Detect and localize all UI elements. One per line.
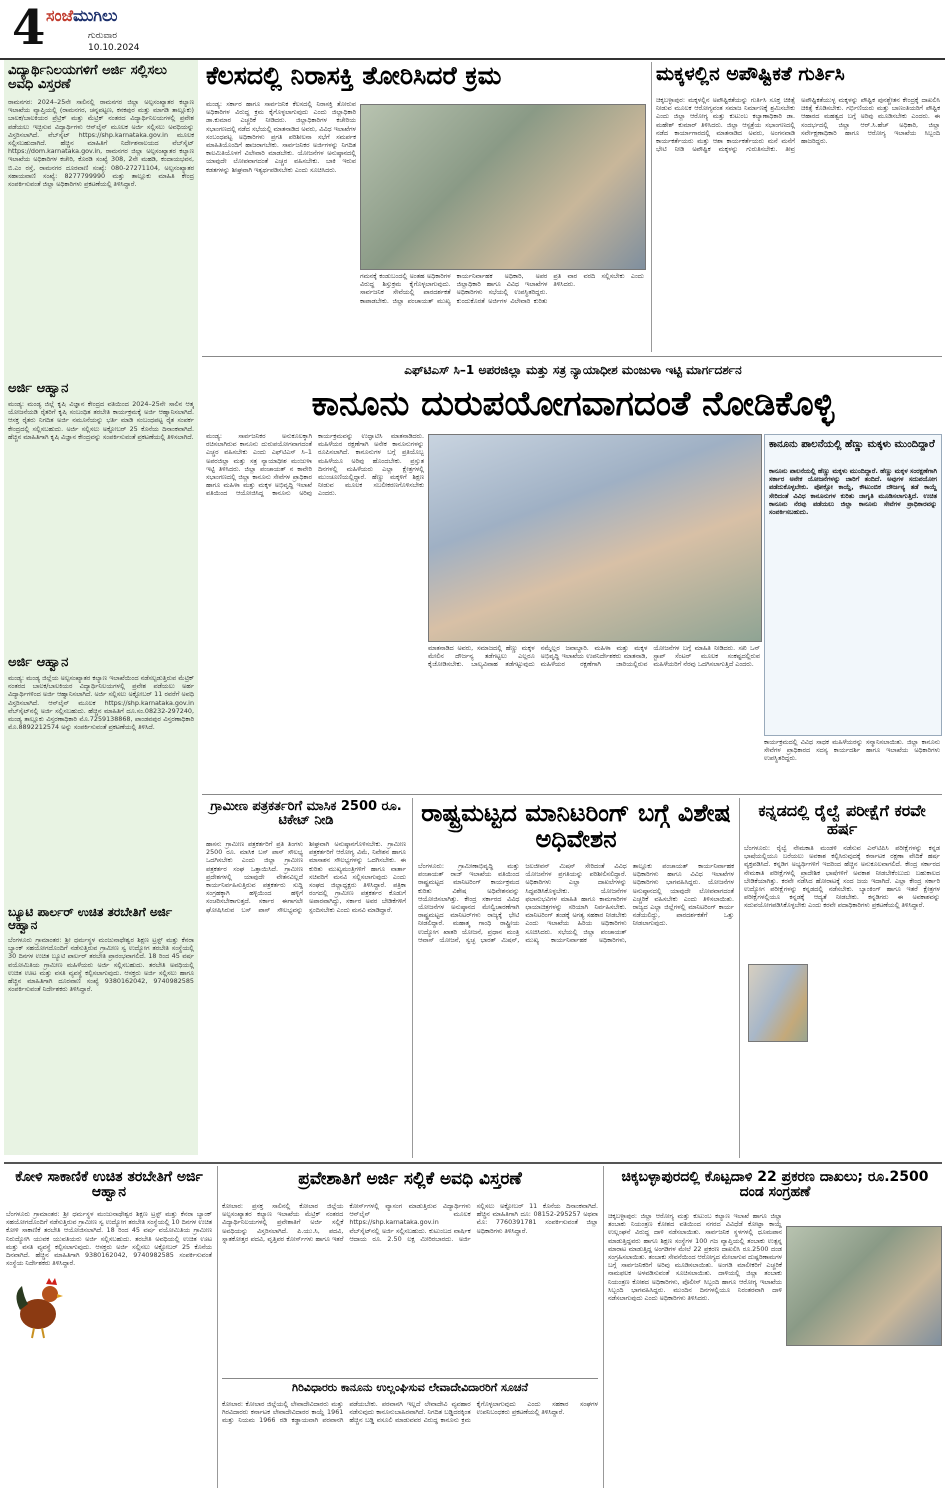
section-rule bbox=[4, 1162, 942, 1164]
page-number: 4 bbox=[12, 0, 46, 56]
headline-admission-extension: ಪ್ರವೇಶಾತಿಗೆ ಅರ್ಜಿ ಸಲ್ಲಿಕೆ ಅವಧಿ ವಿಸ್ತರಣೆ bbox=[298, 1169, 522, 1189]
headline-moneylenders-notice: ಗಿರಿವಿಧಾರರು ಕಾನೂನು ಉಲ್ಲಂಘಿಸುವ ಲೇವಾದೇವಿದಾರರಿಗೆ ಸೂಚನೆ bbox=[292, 1381, 528, 1394]
headline-railway-kannada: ಕನ್ನಡದಲ್ಲಿ ರೈಲ್ವೆ ಪರೀಕ್ಷೆಗೆ ಕರವೇ ಹರ್ಷ bbox=[758, 801, 926, 838]
kicker-fts-judge: ಎಫ್‌ಟಿಎಸ್ ಸಿ–1 ಅಪರಜಿಲ್ಲಾ ಮತ್ತು ಸತ್ರ ನ್ಯಾಯಾಧೀಶ ಮಂಜುಳಾ ಇಟ್ಟಿ ಮಾರ್ಗದರ್ಶನ bbox=[404, 363, 742, 377]
rooster-photo bbox=[10, 1270, 64, 1340]
sidebar-notices bbox=[4, 60, 198, 1155]
sidebar-body-1: ರಾಮನಗರ: 2024–25ನೇ ಸಾಲಿನಲ್ಲಿ ರಾಮನಗರ ಜಿಲ್ಲಾ ಅಲ್ಪಸಂಖ್ಯಾತರ ಕಲ್ಯಾಣ ಇಲಾಖೆಯ ವ್ಯಾಪ್ತಿಯಲ್ಲಿ (ರಾಮನಗರ, ಚನ್ನಪಟ್ಟಣ, ಕನಕಪುರ ಮತ್ತು ಮಾಗಡಿ ತಾಲ್ಲೂಕು) ಬಾಲಕ/ಬಾಲಕಿಯರ ಪ್ರೆಟ್ರಿಕ್ ಮತ್ತು ಮೆಟ್ರಿಕ್ ನಂತರದ ವಿದ್ಯಾರ್ಥಿನಿಲಯಗಳಲ್ಲಿ ಪ್ರವೇಶ ಪಡೆಯಲು ಇಚ್ಛಿಸುವ ವಿದ್ಯಾರ್ಥಿಗಳು ಆನ್‌ಲೈನ್ ಮೂಲಕ ಅರ್ಜಿ ಸಲ್ಲಿಸಲು ಅವಧಿಯನ್ನು ವಿಸ್ತರಿಸಲಾಗಿದೆ. ವೆಬ್‌ಸೈಟ್ https://shp.karnataka.gov.in ಮೂಲಕ ಸಲ್ಲಿಸಬಹುದಾಗಿದೆ. ಹೆಚ್ಚಿನ ಮಾಹಿತಿಗೆ ನಿರ್ದೇಶನಾಲಯದ ವೆಬ್‌ಸೈಟ್ https://dom.karnataka.gov.in, ರಾಮನಗರ ಜಿಲ್ಲಾ ಅಲ್ಪಸಂಖ್ಯಾತರ ಕಲ್ಯಾಣ ಇಲಾಖೆಯ ಅಧಿಕಾರಿಗಳ ಕಚೇರಿ, ಕೊಠಡಿ ಸಂಖ್ಯೆ 308, 2ನೇ ಮಹಡಿ, ಕಂದಾಯಭವನ, ಬಿ.ಎಂ ರಸ್ತೆ, ರಾಮನಗರ ದೂರವಾಣಿ ಸಂಖ್ಯೆ: 080-27271104, ಅಲ್ಪಸಂಖ್ಯಾತರ ಸಹಾಯವಾಣಿ ಸಂಖ್ಯೆ: 8277799990 ಮತ್ತು ತಾಲ್ಲೂಕು ಮಾಹಿತಿ ಕೇಂದ್ರ ಸಂಪರ್ಕಿಸುವಂತೆ ಜಿಲ್ಲಾ ಅಧಿಕಾರಿಗಳು ಪ್ರಕಟಣೆಯಲ್ಲಿ ತಿಳಿಸಿದ್ದಾರೆ. bbox=[8, 98, 194, 189]
column-rule bbox=[651, 62, 652, 352]
dateline bbox=[88, 30, 140, 54]
column-rule bbox=[412, 798, 413, 1158]
section-rule bbox=[202, 794, 942, 795]
section-rule bbox=[222, 1378, 598, 1379]
sidebar-headline-2: ಅರ್ಜಿ ಆಹ್ವಾನ bbox=[8, 381, 69, 396]
sidebar-headline-1: ವಿದ್ಯಾರ್ಥಿನಿಲಯಗಳಿಗೆ ಅರ್ಜಿ ಸಲ್ಲಿಸಲು ಅವಧಿ ವಿಸ್ತರಣೆ bbox=[8, 63, 167, 93]
article-poultry-training: ಬೆಂಗಳೂರು ಗ್ರಾಮಾಂತರ: ಶ್ರೀ ಧರ್ಮಸ್ಥಳ ಮಂಜುನಾಥೇಶ್ವರ ಶಿಕ್ಷಣ ಟ್ರಸ್ಟ್ ಮತ್ತು ಕೆನರಾ ಬ್ಯಾಂಕ್ ಸಹಯೋಗದೊಂದಿಗೆ ನಡೆಸುತ್ತಿರುವ ಗ್ರಾಮೀಣ ಸ್ವ ಉದ್ಯೋಗ ತರಬೇತಿ ಸಂಸ್ಥೆಯಲ್ಲಿ 10 ದಿನಗಳ ಉಚಿತ ಕೋಳಿ ಸಾಕಾಣಿಕೆ ತರಬೇತಿ ಆಯೋಜಿಸಲಾಗಿದೆ. 18 ರಿಂದ 45 ವರ್ಷ ವಯೋಮಿತಿಯ ಗ್ರಾಮೀಣ ನಿರುದ್ಯೋಗಿ ಯುವಕ ಯುವತಿಯರು ಅರ್ಜಿ ಸಲ್ಲಿಸಬಹುದು. ತರಬೇತಿ ಅವಧಿಯಲ್ಲಿ ಉಚಿತ ಊಟ ಮತ್ತು ವಸತಿ ವ್ಯವಸ್ಥೆ ಕಲ್ಪಿಸಲಾಗುವುದು. ಆಸಕ್ತರು ಅರ್ಜಿ ಸಲ್ಲಿಸಲು ಅಕ್ಟೋಬರ್ 25 ಕೊನೆಯ ದಿನವಾಗಿದೆ. ಹೆಚ್ಚಿನ ಮಾಹಿತಿಗಾಗಿ 9380162042, 9740982585 ಸಂಪರ್ಕಿಸುವಂತೆ ಸಂಸ್ಥೆಯ ನಿರ್ದೇಶಕರು ತಿಳಿಸಿದ್ದಾರೆ. bbox=[6, 1210, 212, 1268]
article-national-monitoring: ಬೆಂಗಳೂರು: ಗ್ರಾಮೀಣಾಭಿವೃದ್ಧಿ ಮತ್ತು ಪಂಚಾಯತ್ ರಾಜ್ ಇಲಾಖೆಯ ವತಿಯಿಂದ ರಾಷ್ಟ್ರಮಟ್ಟದ ಮಾನಿಟರಿಂಗ್ ಕಾರ್ಯಕ್ರಮದ ಕುರಿತು ವಿಶೇಷ ಅಧಿವೇಶನವನ್ನು ಆಯೋಜಿಸಲಾಗಿತ್ತು. ಕೇಂದ್ರ ಸರ್ಕಾರದ ವಿವಿಧ ಯೋಜನೆಗಳ ಅನುಷ್ಠಾನದ ಮೇಲ್ವಿಚಾರಣೆಗಾಗಿ ರಾಷ್ಟ್ರಮಟ್ಟದ ಮಾನಿಟರ್‌ಗಳು ರಾಜ್ಯಕ್ಕೆ ಭೇಟಿ ನೀಡಲಿದ್ದಾರೆ. ಮಹಾತ್ಮ ಗಾಂಧಿ ರಾಷ್ಟ್ರೀಯ ಉದ್ಯೋಗ ಖಾತರಿ ಯೋಜನೆ, ಪ್ರಧಾನ ಮಂತ್ರಿ ಆವಾಸ್ ಯೋಜನೆ, ಸ್ವಚ್ಛ ಭಾರತ್ ಮಿಷನ್, ಜಲಜೀವನ್ ಮಿಷನ್ ಸೇರಿದಂತೆ ವಿವಿಧ ಯೋಜನೆಗಳ ಪ್ರಗತಿಯನ್ನು ಪರಿಶೀಲಿಸಲಿದ್ದಾರೆ. ಅಧಿಕಾರಿಗಳು ಎಲ್ಲಾ ದಾಖಲೆಗಳನ್ನು ಸಿದ್ಧಪಡಿಸಿಕೊಳ್ಳಬೇಕು. ಯೋಜನೆಗಳ ಫಲಾನುಭವಿಗಳ ಮಾಹಿತಿ ಹಾಗೂ ಕಾಮಗಾರಿಗಳ ಛಾಯಾಚಿತ್ರಗಳನ್ನು ಸರಿಯಾಗಿ ನಿರ್ವಹಿಸಬೇಕು. ಮಾನಿಟರಿಂಗ್ ತಂಡಕ್ಕೆ ಅಗತ್ಯ ಸಹಕಾರ ನೀಡಬೇಕು ಎಂದು ಇಲಾಖೆಯ ಹಿರಿಯ ಅಧಿಕಾರಿಗಳು ಸೂಚಿಸಿದರು. ಸಭೆಯಲ್ಲಿ ಜಿಲ್ಲಾ ಪಂಚಾಯತ್ ಮುಖ್ಯ ಕಾರ್ಯನಿರ್ವಾಹಕ ಅಧಿಕಾರಿಗಳು, ತಾಲ್ಲೂಕು ಪಂಚಾಯತ್ ಕಾರ್ಯನಿರ್ವಾಹಕ ಅಧಿಕಾರಿಗಳು ಹಾಗೂ ವಿವಿಧ ಇಲಾಖೆಗಳ ಅಧಿಕಾರಿಗಳು ಭಾಗವಹಿಸಿದ್ದರು. ಯೋಜನೆಗಳ ಅನುಷ್ಠಾನದಲ್ಲಿ ಯಾವುದೇ ಲೋಪವಾಗದಂತೆ ಎಚ್ಚರಿಕೆ ವಹಿಸಬೇಕು ಎಂದು ತಿಳಿಸಲಾಯಿತು. ರಾಜ್ಯದ ಎಲ್ಲಾ ಜಿಲ್ಲೆಗಳಲ್ಲಿ ಮಾನಿಟರಿಂಗ್ ಕಾರ್ಯ ನಡೆಯಲಿದ್ದು, ಪಾರದರ್ಶಕತೆಗೆ ಒತ್ತು ನೀಡಲಾಗುವುದು. bbox=[418, 862, 734, 944]
article-law-misuse-right: ಕಾರ್ಯಕ್ರಮದಲ್ಲಿ ವಿವಿಧ ಸಾಧಕ ಮಹಿಳೆಯರನ್ನು ಸನ್ಮಾನಿಸಲಾಯಿತು. ಜಿಲ್ಲಾ ಕಾನೂನು ಸೇವೆಗಳ ಪ್ರಾಧಿಕಾರದ ಸದಸ್ಯ ಕಾರ್ಯದರ್ಶಿ ಹಾಗೂ ಇಲಾಖೆಯ ಅಧಿಕಾರಿಗಳು ಉಪಸ್ಥಿತರಿದ್ದರು. bbox=[764, 738, 940, 763]
sidebar-body-4: ಬೆಂಗಳೂರು ಗ್ರಾಮಾಂತರ: ಶ್ರೀ ಧರ್ಮಸ್ಥಳ ಮಂಜುನಾಥೇಶ್ವರ ಶಿಕ್ಷಣ ಟ್ರಸ್ಟ್ ಮತ್ತು ಕೆನರಾ ಬ್ಯಾಂಕ್ ಸಹಯೋಗದೊಂದಿಗೆ ನಡೆಸುತ್ತಿರುವ ಗ್ರಾಮೀಣ ಸ್ವ ಉದ್ಯೋಗ ತರಬೇತಿ ಸಂಸ್ಥೆಯಲ್ಲಿ 30 ದಿನಗಳ ಉಚಿತ ಬ್ಯೂಟಿ ಪಾರ್ಲರ್ ತರಬೇತಿ ಪ್ರಾರಂಭವಾಗಲಿದೆ. 18 ರಿಂದ 45 ವರ್ಷ ವಯೋಮಿತಿಯ ಗ್ರಾಮೀಣ ಮಹಿಳೆಯರು ಅರ್ಜಿ ಸಲ್ಲಿಸಬಹುದು. ತರಬೇತಿ ಅವಧಿಯಲ್ಲಿ ಉಚಿತ ಊಟ ಮತ್ತು ವಸತಿ ವ್ಯವಸ್ಥೆ ಕಲ್ಪಿಸಲಾಗುವುದು. ಆಸಕ್ತರು ಅರ್ಜಿ ಸಲ್ಲಿಸಲು ಹಾಗೂ ಹೆಚ್ಚಿನ ಮಾಹಿತಿಗಾಗಿ ದೂರವಾಣಿ ಸಂಖ್ಯೆ 9380162042, 9740982585 ಸಂಪರ್ಕಿಸುವಂತೆ ನಿರ್ದೇಶಕರು ತಿಳಿಸಿದ್ದಾರೆ. bbox=[8, 936, 194, 994]
sidebar-box-girls-law bbox=[764, 434, 942, 736]
article-law-misuse-left: ಮಂಡ್ಯ: ಸಾರ್ವಜನಿಕರ ಅನುಕೂಲಕ್ಕಾಗಿ ರಚಿಸಲಾಗಿರುವ ಕಾನೂನು ದುರುಪಯೋಗವಾಗದಂತೆ ಎಚ್ಚರ ವಹಿಸಬೇಕು ಎಂದು ಎಫ್‌ಟಿಎಸ್ ಸಿ–1 ಅಪರಜಿಲ್ಲಾ ಮತ್ತು ಸತ್ರ ನ್ಯಾಯಾಧೀಶ ಮಂಜುಳಾ ಇಟ್ಟಿ ತಿಳಿಸಿದರು. ಜಿಲ್ಲಾ ಪಂಚಾಯತ್ ನ ಕಾವೇರಿ ಸಭಾಂಗಣದಲ್ಲಿ ಜಿಲ್ಲಾ ಕಾನೂನು ಸೇವೆಗಳ ಪ್ರಾಧಿಕಾರ ಹಾಗೂ ಮಹಿಳಾ ಮತ್ತು ಮಕ್ಕಳ ಅಭಿವೃದ್ಧಿ ಇಲಾಖೆ ವತಿಯಿಂದ ಆಯೋಜಿಸಿದ್ದ ಕಾನೂನು ಅರಿವು ಕಾರ್ಯಕ್ರಮವನ್ನು ಉದ್ಘಾಟಿಸಿ ಮಾತನಾಡಿದರು. ಮಹಿಳೆಯರ ರಕ್ಷಣೆಗಾಗಿ ಅನೇಕ ಕಾನೂನುಗಳನ್ನು ರೂಪಿಸಲಾಗಿದೆ. ಕಾನೂನುಗಳ ಬಗ್ಗೆ ಪ್ರತಿಯೊಬ್ಬ ಮಹಿಳೆಯೂ ಅರಿವು ಹೊಂದಬೇಕು. ಪ್ರಸ್ತುತ ದಿನಗಳಲ್ಲಿ ಮಹಿಳೆಯರು ಎಲ್ಲಾ ಕ್ಷೇತ್ರಗಳಲ್ಲಿ ಮುಂಚೂಣಿಯಲ್ಲಿದ್ದಾರೆ. ಹೆಣ್ಣು ಮಕ್ಕಳಿಗೆ ಶಿಕ್ಷಣ ನೀಡುವ ಮೂಲಕ ಸಬಲೀಕರಣಗೊಳಿಸಬೇಕು ಎಂದರು. bbox=[206, 432, 424, 498]
brand-logo bbox=[46, 6, 118, 26]
article-law-misuse-mid: ಮಾತನಾಡಿದ ಅವರು, ಸಮಾಜದಲ್ಲಿ ಹೆಣ್ಣು ಮಕ್ಕಳ ಮೇಲಿನ ದೌರ್ಜನ್ಯ ತಡೆಗಟ್ಟಲು ಎಲ್ಲರೂ ಕೈಜೋಡಿಸಬೇಕು. ಬಾಲ್ಯವಿವಾಹ ತಡೆಗಟ್ಟುವುದು ನಮ್ಮೆಲ್ಲರ ಜವಾಬ್ದಾರಿ. ಮಹಿಳಾ ಮತ್ತು ಮಕ್ಕಳ ಅಭಿವೃದ್ಧಿ ಇಲಾಖೆಯ ಉಪನಿರ್ದೇಶಕರು ಮಾತನಾಡಿ, ಮಹಿಳೆಯರ ರಕ್ಷಣೆಗಾಗಿ ಜಾರಿಯಲ್ಲಿರುವ ಯೋಜನೆಗಳ ಬಗ್ಗೆ ಮಾಹಿತಿ ನೀಡಿದರು. ಸಖಿ ಒನ್ ಸ್ಟಾಪ್ ಸೆಂಟರ್ ಮೂಲಕ ಸಂಕಷ್ಟದಲ್ಲಿರುವ ಮಹಿಳೆಯರಿಗೆ ನೆರವು ಒದಗಿಸಲಾಗುತ್ತಿದೆ ಎಂದರು. bbox=[428, 644, 760, 669]
box-title: ಕಾನೂನು ಪಾಲನೆಯಲ್ಲಿ ಹೆಣ್ಣು ಮಕ್ಕಳು ಮುಂದಿದ್ದಾರೆ bbox=[769, 439, 935, 450]
article-inactive-work-bottom: ಗಮನಕ್ಕೆ ಕಂಡುಬಂದಲ್ಲಿ ಅಂತಹ ಅಧಿಕಾರಿಗಳ ವಿರುದ್ಧ ಶಿಸ್ತುಕ್ರಮ ಕೈಗೊಳ್ಳಲಾಗುವುದು. ಸಾರ್ವಜನಿಕ ಸೇವೆಯಲ್ಲಿ ಪಾರದರ್ಶಕತೆ ಕಾಪಾಡಬೇಕು. ಜಿಲ್ಲಾ ಪಂಚಾಯತ್ ಮುಖ್ಯ ಕಾರ್ಯನಿರ್ವಾಹಕ ಅಧಿಕಾರಿ, ಅಪರ ಜಿಲ್ಲಾಧಿಕಾರಿ ಹಾಗೂ ವಿವಿಧ ಇಲಾಖೆಗಳ ಅಧಿಕಾರಿಗಳು ಸಭೆಯಲ್ಲಿ ಉಪಸ್ಥಿತರಿದ್ದರು. ಕುಂದುಕೊರತೆ ಅರ್ಜಿಗಳ ವಿಲೇವಾರಿ ಕುರಿತು ಪ್ರತಿ ವಾರ ವರದಿ ಸಲ್ಲಿಸಬೇಕು ಎಂದು ತಿಳಿಸಿದರು. bbox=[360, 272, 644, 305]
issue-date: 10.10.2024 bbox=[88, 43, 140, 53]
article-inactive-work-left: ಮಂಡ್ಯ: ಸರ್ಕಾರ ಹಾಗೂ ಸಾರ್ವಜನಿಕ ಕೆಲಸದಲ್ಲಿ ನಿರಾಸಕ್ತಿ ತೋರುವ ಅಧಿಕಾರಿಗಳ ವಿರುದ್ಧ ಕ್ರಮ ಕೈಗೊಳ್ಳಲಾಗುವುದು ಎಂದು ಜಿಲ್ಲಾಧಿಕಾರಿ ಡಾ.ಕುಮಾರ ಎಚ್ಚರಿಕೆ ನೀಡಿದರು. ಜಿಲ್ಲಾಧಿಕಾರಿಗಳ ಕಚೇರಿಯ ಸಭಾಂಗಣದಲ್ಲಿ ನಡೆದ ಸಭೆಯಲ್ಲಿ ಮಾತನಾಡಿದ ಅವರು, ವಿವಿಧ ಇಲಾಖೆಗಳ ಸಂಬಂಧಪಟ್ಟ ಅಧಿಕಾರಿಗಳು ಪ್ರಗತಿ ಪರಿಶೀಲನಾ ಸಭೆಗೆ ಸಮರ್ಪಕ ಮಾಹಿತಿಯೊಂದಿಗೆ ಹಾಜರಾಗಬೇಕು. ಸಾರ್ವಜನಿಕರ ಅರ್ಜಿಗಳನ್ನು ನಿಗದಿತ ಕಾಲಮಿತಿಯೊಳಗೆ ವಿಲೇವಾರಿ ಮಾಡಬೇಕು. ಯೋಜನೆಗಳ ಅನುಷ್ಠಾನದಲ್ಲಿ ಯಾವುದೇ ಲೋಪವಾಗದಂತೆ ಎಚ್ಚರ ವಹಿಸಬೇಕು. ಬಾಕಿ ಇರುವ ಕಡತಗಳನ್ನು ಶೀಘ್ರವಾಗಿ ಇತ್ಯರ್ಥಪಡಿಸಬೇಕು ಎಂದು ಸೂಚಿಸಿದರು. bbox=[206, 100, 356, 174]
box-body: ಕಾನೂನು ಪಾಲನೆಯಲ್ಲಿ ಹೆಣ್ಣು ಮಕ್ಕಳು ಮುಂದಿದ್ದಾರೆ. ಹೆಣ್ಣು ಮಕ್ಕಳ ಸಂರಕ್ಷಣೆಗಾಗಿ ಸರ್ಕಾರ ಅನೇಕ ಯೋಜನೆಗಳನ್ನು ಜಾರಿಗೆ ತಂದಿದೆ. ಅವುಗಳ ಸದುಪಯೋಗ ಪಡೆದುಕೊಳ್ಳಬೇಕು. ಪೋಕ್ಸೋ ಕಾಯ್ದೆ, ಕೌಟುಂಬಿಕ ದೌರ್ಜನ್ಯ ತಡೆ ಕಾಯ್ದೆ ಸೇರಿದಂತೆ ವಿವಿಧ ಕಾನೂನುಗಳ ಕುರಿತು ಜಾಗೃತಿ ಮೂಡಿಸಲಾಗುತ್ತಿದೆ. ಉಚಿತ ಕಾನೂನು ನೆರವು ಪಡೆಯಲು ಜಿಲ್ಲಾ ಕಾನೂನು ಸೇವೆಗಳ ಪ್ರಾಧಿಕಾರವನ್ನು ಸಂಪರ್ಕಿಸಬಹುದು. bbox=[769, 467, 937, 517]
article-malnutrition: ಚಿಕ್ಕಬಳ್ಳಾಪುರ: ಮಕ್ಕಳಲ್ಲಿನ ಅಪೌಷ್ಟಿಕತೆಯನ್ನು ಗುರ್ತಿಸಿ ಸೂಕ್ತ ಚಿಕಿತ್ಸೆ ನೀಡುವ ಮೂಲಕ ಆರೋಗ್ಯವಂತ ಸಮಾಜ ನಿರ್ಮಾಣಕ್ಕೆ ಶ್ರಮಿಸಬೇಕು ಎಂದು ಜಿಲ್ಲಾ ಆರೋಗ್ಯ ಮತ್ತು ಕುಟುಂಬ ಕಲ್ಯಾಣಾಧಿಕಾರಿ ಡಾ. ಮಹೇಶ್ ಕುಮಾರ್ ತಿಳಿಸಿದರು. ಜಿಲ್ಲಾ ಆಸ್ಪತ್ರೆಯ ಸಭಾಂಗಣದಲ್ಲಿ ನಡೆದ ಕಾರ್ಯಾಗಾರದಲ್ಲಿ ಮಾತನಾಡಿದ ಅವರು, ಅಂಗನವಾಡಿ ಕಾರ್ಯಕರ್ತೆಯರು ಮತ್ತು ಆಶಾ ಕಾರ್ಯಕರ್ತೆಯರು ಮನೆ ಮನೆಗೆ ಭೇಟಿ ನೀಡಿ ಅಪೌಷ್ಟಿಕ ಮಕ್ಕಳನ್ನು ಗುರುತಿಸಬೇಕು. ತೀವ್ರ ಅಪೌಷ್ಟಿಕತೆಯುಳ್ಳ ಮಕ್ಕಳನ್ನು ಪೌಷ್ಟಿಕ ಪುನಶ್ಚೇತನ ಕೇಂದ್ರಕ್ಕೆ ದಾಖಲಿಸಿ ಚಿಕಿತ್ಸೆ ಕೊಡಿಸಬೇಕು. ಗರ್ಭಿಣಿಯರು ಮತ್ತು ಬಾಣಂತಿಯರಿಗೆ ಪೌಷ್ಟಿಕ ಆಹಾರದ ಮಹತ್ವದ ಬಗ್ಗೆ ಅರಿವು ಮೂಡಿಸಬೇಕು ಎಂದರು. ಈ ಸಂದರ್ಭದಲ್ಲಿ ಜಿಲ್ಲಾ ಆರ್.ಸಿ.ಹೆಚ್ ಅಧಿಕಾರಿ, ಜಿಲ್ಲಾ ಸರ್ವೇಕ್ಷಣಾಧಿಕಾರಿ ಹಾಗೂ ಆರೋಗ್ಯ ಇಲಾಖೆಯ ಸಿಬ್ಬಂದಿ ಹಾಜರಿದ್ದರು. bbox=[656, 96, 940, 154]
headline-malnutrition: ಮಕ್ಕಳಲ್ಲಿನ ಅಪೌಷ್ಟಿಕತೆ ಗುರ್ತಿಸಿ bbox=[656, 63, 845, 85]
award-photo bbox=[428, 434, 762, 642]
section-rule bbox=[202, 356, 942, 357]
masthead bbox=[0, 0, 945, 60]
headline-national-monitoring: ರಾಷ್ಟ್ರಮಟ್ಟದ ಮಾನಿಟರಿಂಗ್ ಬಗ್ಗೆ ವಿಶೇಷ ಅಧಿವೇಶನ bbox=[421, 799, 731, 854]
brand-part-2: ಮುಗಿಲು bbox=[72, 6, 118, 25]
headline-law-misuse: ಕಾನೂನು ದುರುಪಯೋಗವಾಗದಂತೆ ನೋಡಿಕೊಳ್ಳಿ bbox=[311, 384, 835, 424]
article-railway-kannada: ಬೆಂಗಳೂರು: ರೈಲ್ವೆ ನೇಮಕಾತಿ ಮಂಡಳಿ ನಡೆಸುವ ಎನ್‌ಟಿಪಿಸಿ ಪರೀಕ್ಷೆಗಳನ್ನು ಕನ್ನಡ ಭಾಷೆಯಲ್ಲಿಯೂ ಬರೆಯಲು ಅವಕಾಶ ಕಲ್ಪಿಸಿರುವುದಕ್ಕೆ ಕರ್ನಾಟಕ ರಕ್ಷಣಾ ವೇದಿಕೆ ಹರ್ಷ ವ್ಯಕ್ತಪಡಿಸಿದೆ. ಕನ್ನಡಿಗ ಅಭ್ಯರ್ಥಿಗಳಿಗೆ ಇದರಿಂದ ಹೆಚ್ಚಿನ ಅನುಕೂಲವಾಗಲಿದೆ. ಕೇಂದ್ರ ಸರ್ಕಾರದ ನೇಮಕಾತಿ ಪರೀಕ್ಷೆಗಳಲ್ಲಿ ಪ್ರಾದೇಶಿಕ ಭಾಷೆಗಳಿಗೆ ಅವಕಾಶ ನೀಡಬೇಕೆಂಬುದು ಬಹುಕಾಲದ ಬೇಡಿಕೆಯಾಗಿತ್ತು. ಕರವೇ ನಡೆಸಿದ ಹೋರಾಟಕ್ಕೆ ಸಂದ ಜಯ ಇದಾಗಿದೆ. ಎಲ್ಲಾ ಕೇಂದ್ರ ಸರ್ಕಾರಿ ಉದ್ಯೋಗ ಪರೀಕ್ಷೆಗಳನ್ನು ಕನ್ನಡದಲ್ಲಿ ನಡೆಸಬೇಕು. ಬ್ಯಾಂಕಿಂಗ್ ಹಾಗೂ ಇತರೆ ಕ್ಷೇತ್ರಗಳ ಪರೀಕ್ಷೆಗಳಲ್ಲಿಯೂ ಕನ್ನಡಕ್ಕೆ ಆದ್ಯತೆ ನೀಡಬೇಕು. ಕನ್ನಡಿಗರು ಈ ಅವಕಾಶವನ್ನು ಸದುಪಯೋಗಪಡಿಸಿಕೊಳ್ಳಬೇಕು ಎಂದು ಕರವೇ ಪದಾಧಿಕಾರಿಗಳು ಪ್ರಕಟಣೆಯಲ್ಲಿ ತಿಳಿಸಿದ್ದಾರೆ. bbox=[744, 844, 940, 910]
headline-inactive-work-action: ಕೆಲಸದಲ್ಲಿ ನಿರಾಸಕ್ತಿ ತೋರಿಸಿದರೆ ಕ್ರಮ bbox=[206, 61, 502, 90]
article-admission-extension: ಕೋಲಾರ: ಪ್ರಸಕ್ತ ಸಾಲಿನಲ್ಲಿ ಕೋಲಾರ ಜಿಲ್ಲೆಯ ಅಲ್ಪಸಂಖ್ಯಾತರ ಕಲ್ಯಾಣ ಇಲಾಖೆಯ ಮೆಟ್ರಿಕ್ ನಂತರದ ವಿದ್ಯಾರ್ಥಿನಿಲಯಗಳಲ್ಲಿ ಪ್ರವೇಶಾತಿಗೆ ಅರ್ಜಿ ಸಲ್ಲಿಕೆ ಅವಧಿಯನ್ನು ವಿಸ್ತರಿಸಲಾಗಿದೆ. ಪಿ.ಯು.ಸಿ, ಪದವಿ, ಸ್ನಾತಕೋತ್ತರ ಪದವಿ, ವೃತ್ತಿಪರ ಕೋರ್ಸ್‌ಗಳು ಹಾಗೂ ಇತರೆ ಕೋರ್ಸ್‌ಗಳಲ್ಲಿ ವ್ಯಾಸಂಗ ಮಾಡುತ್ತಿರುವ ವಿದ್ಯಾರ್ಥಿಗಳು ಆನ್‌ಲೈನ್ ಮೂಲಕ https://shp.karnataka.gov.in ವೆಬ್‌ಸೈಟ್‌ನಲ್ಲಿ ಅರ್ಜಿ ಸಲ್ಲಿಸಬಹುದು. ಕುಟುಂಬದ ವಾರ್ಷಿಕ ಆದಾಯ ರೂ. 2.50 ಲಕ್ಷ ಮೀರಿರಬಾರದು. ಅರ್ಜಿ ಸಲ್ಲಿಸಲು ಅಕ್ಟೋಬರ್ 11 ಕೊನೆಯ ದಿನಾಂಕವಾಗಿದೆ. ಹೆಚ್ಚಿನ ಮಾಹಿತಿಗಾಗಿ ದೂ: 08152-295257 ಅಥವಾ ಮೊ: 7760391781 ಸಂಪರ್ಕಿಸುವಂತೆ ಜಿಲ್ಲಾ ಅಧಿಕಾರಿಗಳು ತಿಳಿಸಿದ್ದಾರೆ. bbox=[222, 1202, 598, 1243]
sidebar-headline-3: ಅರ್ಜಿ ಆಹ್ವಾನ bbox=[8, 655, 69, 670]
sidebar-headline-4: ಬ್ಯೂಟಿ ಪಾರ್ಲರ್ ಉಚಿತ ತರಬೇತಿಗೆ ಅರ್ಜಿ ಆಹ್ವಾನ bbox=[8, 905, 173, 933]
article-moneylenders-notice: ಕೋಲಾರ: ಕೋಲಾರ ಜಿಲ್ಲೆಯಲ್ಲಿ ಲೇವಾದೇವಿದಾರರು ಮತ್ತು ಗಿರವಿದಾರರು ಕರ್ನಾಟಕ ಲೇವಾದೇವಿದಾರರ ಕಾಯ್ದೆ 1961 ಮತ್ತು ನಿಯಮ 1966 ರಡಿ ಕಡ್ಡಾಯವಾಗಿ ಪರವಾನಗಿ ಪಡೆಯಬೇಕು. ಪರವಾನಗಿ ಇಲ್ಲದೆ ಲೇವಾದೇವಿ ವ್ಯವಹಾರ ನಡೆಸುವುದು ಕಾನೂನುಬಾಹಿರವಾಗಿದೆ. ನಿಗದಿತ ಬಡ್ಡಿದರಕ್ಕಿಂತ ಹೆಚ್ಚಿನ ಬಡ್ಡಿ ವಸೂಲಿ ಮಾಡುವವರ ವಿರುದ್ಧ ಕಾನೂನು ಕ್ರಮ ಕೈಗೊಳ್ಳಲಾಗುವುದು ಎಂದು ಸಹಕಾರ ಸಂಘಗಳ ಉಪನಿಬಂಧಕರು ಪ್ರಕಟಣೆಯಲ್ಲಿ ತಿಳಿಸಿದ್ದಾರೆ. bbox=[222, 1400, 598, 1425]
sidebar-body-2: ಮಂಡ್ಯ: ಮಂಡ್ಯ ಜಿಲ್ಲೆ ಕೃಷಿ ವಿಜ್ಞಾನ ಕೇಂದ್ರದ ವತಿಯಿಂದ 2024–25ನೇ ಸಾಲಿನ ಆತ್ಮ ಯೋಜನೆಯಡಿ ರೈತರಿಗೆ ಕೃಷಿ ಸಂಬಂಧಿತ ತರಬೇತಿ ಕಾರ್ಯಕ್ರಮಕ್ಕೆ ಅರ್ಜಿ ಆಹ್ವಾನಿಸಲಾಗಿದೆ. ಆಸಕ್ತ ರೈತರು ನಿಗದಿತ ಅರ್ಜಿ ನಮೂನೆಯನ್ನು ಭರ್ತಿ ಮಾಡಿ ಸಂಬಂಧಪಟ್ಟ ರೈತ ಸಂಪರ್ಕ ಕೇಂದ್ರದಲ್ಲಿ ಸಲ್ಲಿಸಬಹುದು. ಅರ್ಜಿ ಸಲ್ಲಿಸಲು ಅಕ್ಟೋಬರ್ 25 ಕೊನೆಯ ದಿನಾಂಕವಾಗಿದೆ. ಹೆಚ್ಚಿನ ಮಾಹಿತಿಗಾಗಿ ಕೃಷಿ ವಿಜ್ಞಾನ ಕೇಂದ್ರವನ್ನು ಸಂಪರ್ಕಿಸುವಂತೆ ಪ್ರಕಟಣೆಯಲ್ಲಿ ತಿಳಿಸಲಾಗಿದೆ. bbox=[8, 400, 194, 441]
column-rule bbox=[739, 798, 740, 1158]
article-rural-journalists: ಹಾಸನ: ಗ್ರಾಮೀಣ ಪತ್ರಕರ್ತರಿಗೆ ಪ್ರತಿ ತಿಂಗಳು 2500 ರೂ. ಮಾಸಿಕ ಬಸ್ ಪಾಸ್ ಸೌಲಭ್ಯ ಒದಗಿಸಬೇಕು ಎಂದು ಜಿಲ್ಲಾ ಗ್ರಾಮೀಣ ಪತ್ರಕರ್ತರ ಸಂಘ ಒತ್ತಾಯಿಸಿದೆ. ಗ್ರಾಮೀಣ ಪ್ರದೇಶಗಳಲ್ಲಿ ಯಾವುದೇ ವೇತನವಿಲ್ಲದೆ ಕಾರ್ಯನಿರ್ವಹಿಸುತ್ತಿರುವ ಪತ್ರಕರ್ತರು ಸುದ್ದಿ ಸಂಗ್ರಹಕ್ಕಾಗಿ ಹಳ್ಳಿಯಿಂದ ಹಳ್ಳಿಗೆ ಸಂಚರಿಸಬೇಕಾಗುತ್ತದೆ. ಸರ್ಕಾರ ಈಗಾಗಲೇ ಘೋಷಿಸಿರುವ ಬಸ್ ಪಾಸ್ ಸೌಲಭ್ಯವನ್ನು ಶೀಘ್ರವಾಗಿ ಅನುಷ್ಠಾನಗೊಳಿಸಬೇಕು. ಗ್ರಾಮೀಣ ಪತ್ರಕರ್ತರಿಗೆ ಆರೋಗ್ಯ ವಿಮೆ, ನಿವೇಶನ ಹಾಗೂ ಮಾಸಾಶನ ಸೌಲಭ್ಯಗಳನ್ನು ಒದಗಿಸಬೇಕು. ಈ ಕುರಿತು ಮುಖ್ಯಮಂತ್ರಿಗಳಿಗೆ ಹಾಗೂ ವಾರ್ತಾ ಸಚಿವರಿಗೆ ಮನವಿ ಸಲ್ಲಿಸಲಾಗುವುದು ಎಂದು ಸಂಘದ ಜಿಲ್ಲಾಧ್ಯಕ್ಷರು ತಿಳಿಸಿದ್ದಾರೆ. ಪತ್ರಿಕಾ ರಂಗದಲ್ಲಿ ಗ್ರಾಮೀಣ ಪತ್ರಕರ್ತರ ಕೊಡುಗೆ ಅಪಾರವಾಗಿದ್ದು, ಸರ್ಕಾರ ಅವರ ಬೇಡಿಕೆಗಳಿಗೆ ಸ್ಪಂದಿಸಬೇಕು ಎಂದು ಮನವಿ ಮಾಡಿದ್ದಾರೆ. bbox=[206, 840, 406, 914]
column-rule bbox=[217, 1166, 218, 1488]
meeting-photo bbox=[360, 104, 646, 270]
article-kotpa-raid: ಚಿಕ್ಕಬಳ್ಳಾಪುರ: ಜಿಲ್ಲಾ ಆರೋಗ್ಯ ಮತ್ತು ಕುಟುಂಬ ಕಲ್ಯಾಣ ಇಲಾಖೆ ಹಾಗೂ ಜಿಲ್ಲಾ ತಂಬಾಕು ನಿಯಂತ್ರಣ ಕೋಶದ ವತಿಯಿಂದ ನಗರದ ವಿವಿಧೆಡೆ ಕೋಟ್ಪಾ ಕಾಯ್ದೆ ಉಲ್ಲಂಘನೆ ವಿರುದ್ಧ ದಾಳಿ ನಡೆಸಲಾಯಿತು. ಸಾರ್ವಜನಿಕ ಸ್ಥಳಗಳಲ್ಲಿ ಧೂಮಪಾನ ಮಾಡುತ್ತಿದ್ದವರು ಹಾಗೂ ಶಿಕ್ಷಣ ಸಂಸ್ಥೆಗಳ 100 ಗಜ ವ್ಯಾಪ್ತಿಯಲ್ಲಿ ತಂಬಾಕು ಉತ್ಪನ್ನ ಮಾರಾಟ ಮಾಡುತ್ತಿದ್ದ ಅಂಗಡಿಗಳ ಮೇಲೆ 22 ಪ್ರಕರಣ ದಾಖಲಿಸಿ ರೂ.2500 ದಂಡ ಸಂಗ್ರಹಿಸಲಾಯಿತು. ತಂಬಾಕು ಸೇವನೆಯಿಂದ ಆರೋಗ್ಯದ ಮೇಲಾಗುವ ದುಷ್ಪರಿಣಾಮಗಳ ಬಗ್ಗೆ ಸಾರ್ವಜನಿಕರಿಗೆ ಅರಿವು ಮೂಡಿಸಲಾಯಿತು. ಅಂಗಡಿ ಮಾಲೀಕರಿಗೆ ಎಚ್ಚರಿಕೆ ನಾಮಫಲಕ ಅಳವಡಿಸುವಂತೆ ಸೂಚಿಸಲಾಯಿತು. ದಾಳಿಯಲ್ಲಿ ಜಿಲ್ಲಾ ತಂಬಾಕು ನಿಯಂತ್ರಣ ಕೋಶದ ಅಧಿಕಾರಿಗಳು, ಪೊಲೀಸ್ ಸಿಬ್ಬಂದಿ ಹಾಗೂ ಆರೋಗ್ಯ ಇಲಾಖೆಯ ಸಿಬ್ಬಂದಿ ಭಾಗವಹಿಸಿದ್ದರು. ಮುಂದಿನ ದಿನಗಳಲ್ಲಿಯೂ ನಿರಂತರವಾಗಿ ದಾಳಿ ನಡೆಸಲಾಗುವುದು ಎಂದು ಅಧಿಕಾರಿಗಳು ತಿಳಿಸಿದರು. bbox=[608, 1212, 782, 1303]
sidebar-body-3: ಮಂಡ್ಯ: ಮಂಡ್ಯ ಜಿಲ್ಲೆಯ ಅಲ್ಪಸಂಖ್ಯಾತರ ಕಲ್ಯಾಣ ಇಲಾಖೆಯಿಂದ ನಡೆಸಲ್ಪಡುತ್ತಿರುವ ಮೆಟ್ರಿಕ್ ನಂತರದ ಬಾಲಕ/ಬಾಲಕಿಯರ ವಿದ್ಯಾರ್ಥಿನಿಲಯಗಳಲ್ಲಿ ಪ್ರವೇಶ ಪಡೆಯಲು ಅರ್ಹ ವಿದ್ಯಾರ್ಥಿಗಳಿಂದ ಅರ್ಜಿ ಆಹ್ವಾನಿಸಲಾಗಿದೆ. ಅರ್ಜಿ ಸಲ್ಲಿಸಲು ಅಕ್ಟೋಬರ್ 11 ರವರೆಗೆ ಅವಧಿ ವಿಸ್ತರಿಸಲಾಗಿದೆ. ಆನ್‌ಲೈನ್ ಮೂಲಕ https://shp.karnataka.gov.in ವೆಬ್‌ಸೈಟ್‌ನಲ್ಲಿ ಅರ್ಜಿ ಸಲ್ಲಿಸಬಹುದು. ಹೆಚ್ಚಿನ ಮಾಹಿತಿಗೆ ದೂ.ಸಂ.08232-297240, ಮಂಡ್ಯ ತಾಲ್ಲೂಕು ವಿಸ್ತರಣಾಧಿಕಾರಿ ಮೊ.7259138868, ಪಾಂಡವಪುರ ವಿಸ್ತರಣಾಧಿಕಾರಿ ಮೊ.8892212574 ಅನ್ನು ಸಂಪರ್ಕಿಸುವಂತೆ ಪ್ರಕಟಣೆಯಲ್ಲಿ ತಿಳಿಸಿದೆ. bbox=[8, 674, 194, 732]
weekday: ಗುರುವಾರ bbox=[88, 31, 118, 41]
headline-rural-journalists: ಗ್ರಾಮೀಣ ಪತ್ರಕರ್ತರಿಗೆ ಮಾಸಿಕ 2500 ರೂ. ಟಿಕೇಟ್ ನೀಡಿ bbox=[210, 799, 402, 829]
raid-photo bbox=[786, 1226, 942, 1346]
headline-kotpa-raid: ಚಿಕ್ಕಬಳ್ಳಾಪುರದಲ್ಲಿ ಕೊಟ್ಪದಾಳಿ 22 ಪ್ರಕರಣ ದಾಖಲು; ರೂ.2500 ದಂಡ ಸಂಗ್ರಹಣೆ bbox=[621, 1169, 929, 1201]
headline-poultry-training: ಕೋಳಿ ಸಾಕಾಣಿಕೆ ಉಚಿತ ತರಬೇತಿಗೆ ಅರ್ಜಿ ಆಹ್ವಾನ bbox=[15, 1169, 203, 1201]
brand-part-1: ಸಂಜೆ bbox=[46, 6, 73, 25]
column-rule bbox=[603, 1166, 604, 1488]
